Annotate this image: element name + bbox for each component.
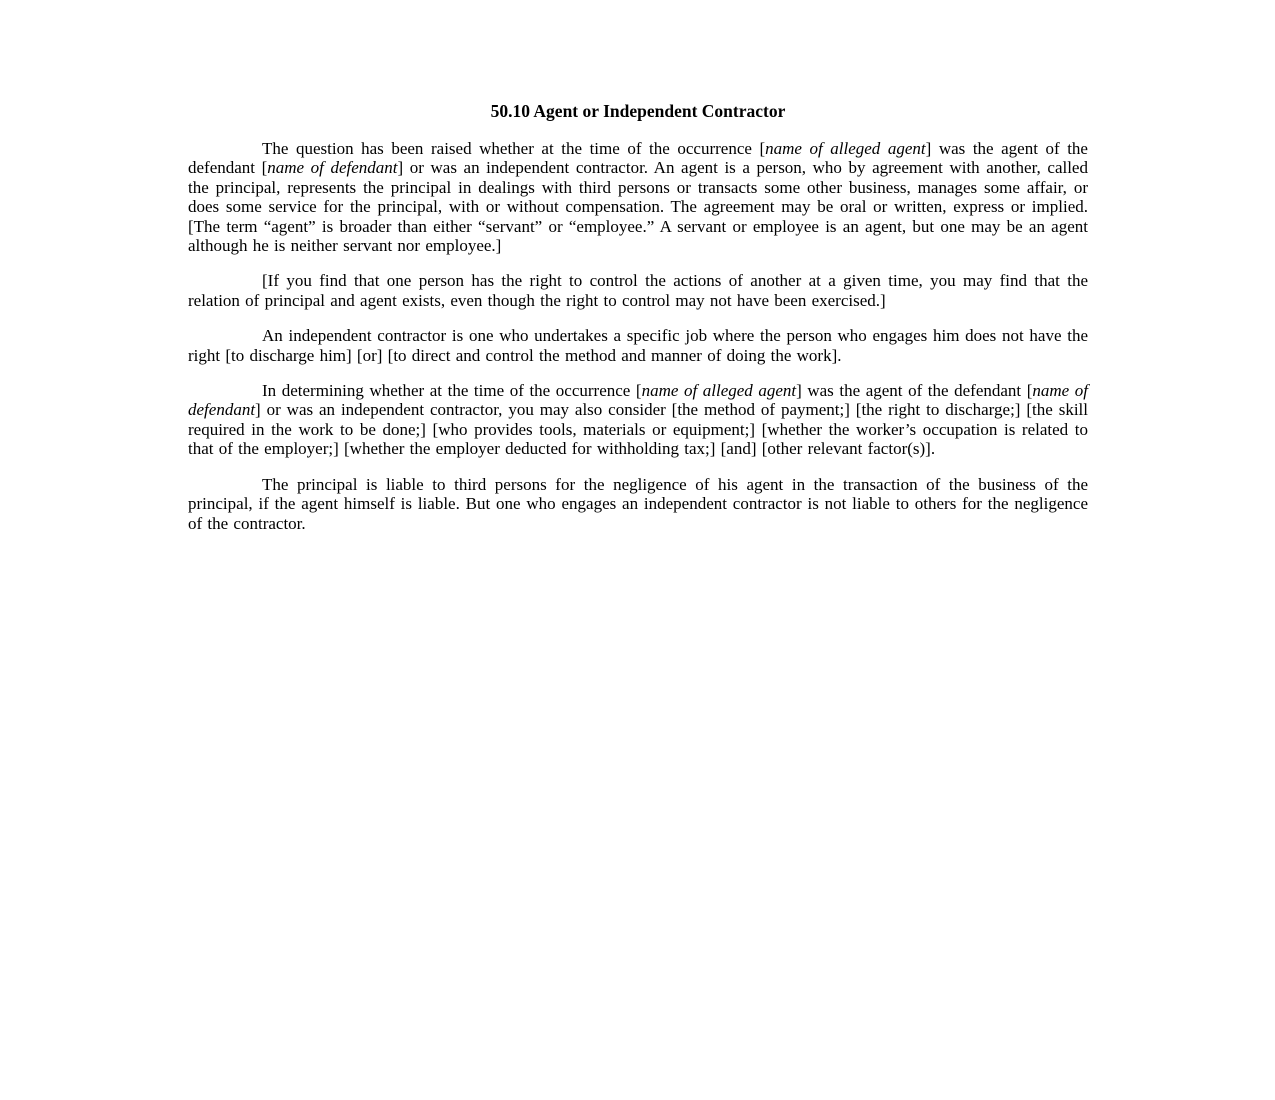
paragraph-text: In determining whether at the time of the occurrence [ bbox=[262, 381, 642, 401]
paragraph-text: ] was the agent of the defendant [ bbox=[188, 139, 1088, 178]
paragraph-text: ] or was an independent contractor, you may also consider [the method of payment;] [the right to discharge;] [the skill required in the work to be done;] [who provides tools, materials or equipment;] [whether the worker’s occupation is related to that of the employer;] [whether the employer deducted for withholding tax;] [and] [other relevant factor(s)]. bbox=[188, 400, 1088, 459]
paragraph-text: ] or was an independent contractor. An agent is a person, who by agreement with another, called the principal, represents the principal in dealings with third persons or transacts some other business, manages some affair, or does some service for the principal, with or without compensation. The agreement may be oral or written, express or implied. [The term “agent” is broader than either “servant” or “employee.” A servant or employee is an agent, but one may be an agent although he is neither servant nor employee.] bbox=[188, 158, 1088, 256]
placeholder-italic-text: name of alleged agent bbox=[641, 381, 797, 401]
paragraph-text: ] was the agent of the defendant [ bbox=[796, 381, 1033, 401]
document-page bbox=[188, 101, 1088, 549]
paragraph-text: [If you find that one person has the right to control the actions of another at a given time, you may find that the relation of principal and agent exists, even though the right to control may not have been exercised.] bbox=[188, 271, 1088, 310]
paragraph-text: An independent contractor is one who undertakes a specific job where the person who engages him does not have the right [to discharge him] [or] [to direct and control the method and manner of doing the work]. bbox=[188, 326, 1088, 365]
placeholder-italic-text: name of alleged agent bbox=[765, 139, 926, 158]
paragraph bbox=[188, 475, 1088, 533]
paragraph bbox=[188, 271, 1088, 310]
paragraph-text: The question has been raised whether at the time of the occurrence [ bbox=[262, 139, 766, 158]
paragraph bbox=[188, 139, 1088, 255]
placeholder-italic-text: name of defendant bbox=[267, 158, 398, 178]
document-body bbox=[188, 139, 1088, 533]
document-title: 50.10 Agent or Independent Contractor bbox=[490, 101, 786, 121]
placeholder-italic-text: name of defendant bbox=[188, 381, 1089, 420]
paragraph-text: The principal is liable to third persons for the negligence of his agent in the transaction of the business of the principal, if the agent himself is liable. But one who engages an independent contractor is not liable to others for the negligence of the contractor. bbox=[188, 474, 1088, 533]
paragraph bbox=[188, 326, 1088, 365]
paragraph bbox=[188, 381, 1088, 459]
